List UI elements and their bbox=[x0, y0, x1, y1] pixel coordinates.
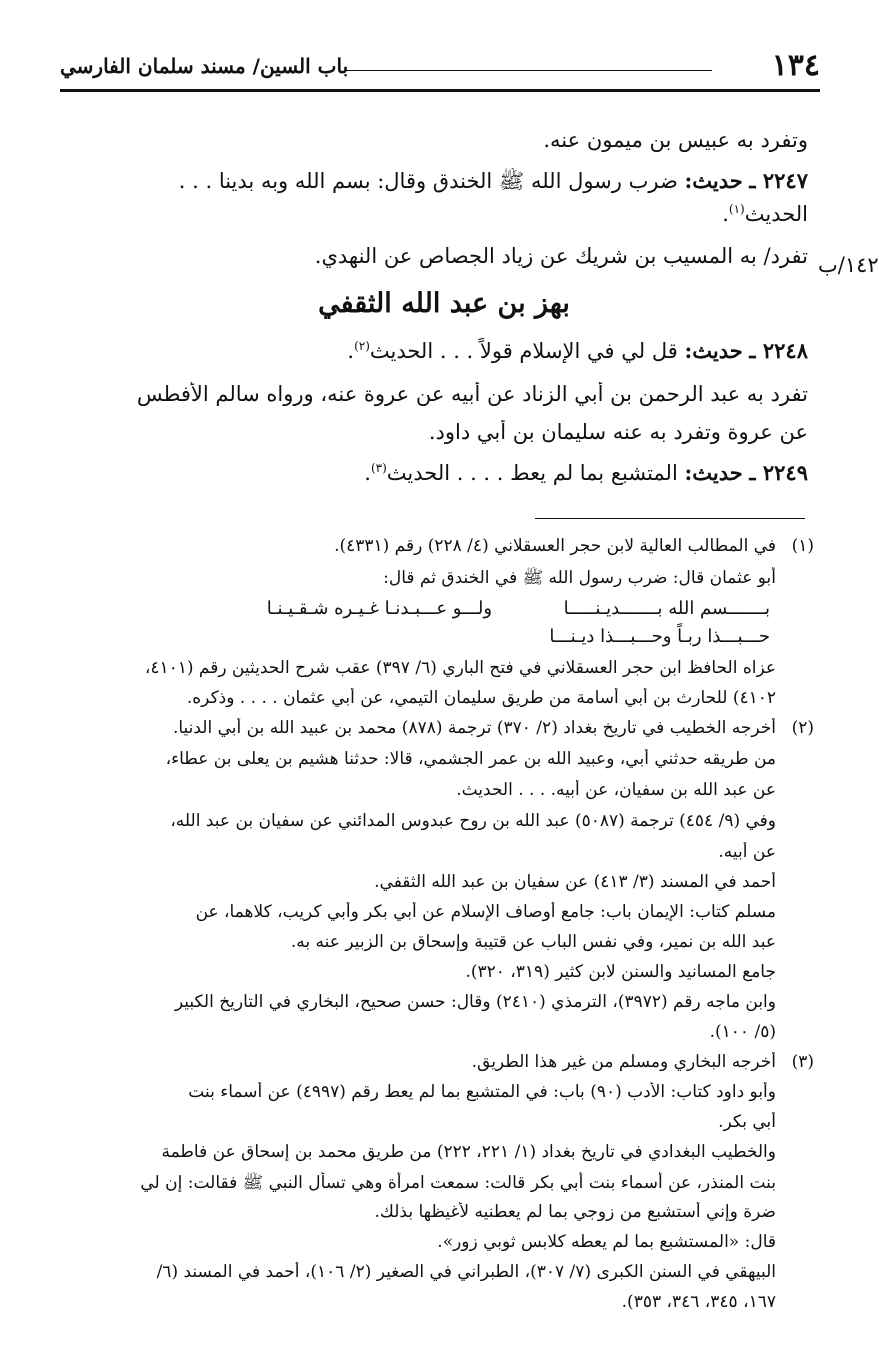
footnote-number: (١) bbox=[791, 536, 814, 556]
footnote-line: أحمد في المسند (٣/ ٤١٣) عن سفيان بن عبد الله الثقفي. bbox=[374, 872, 776, 892]
footnote-line: (٥/ ١٠٠). bbox=[709, 1022, 776, 1042]
footnote-line: قال: «المستشبع بما لم يعطه كلابس ثوبي زور». bbox=[437, 1232, 776, 1252]
hadith-label: حديث: bbox=[684, 168, 743, 193]
footnote-line: عبد الله بن نمير، وفي نفس الباب عن قتيبة وإسحاق بن الزبير عنه به. bbox=[290, 932, 776, 952]
footnote-line: أبو عثمان قال: ضرب رسول الله ﷺ في الخندق ثم قال: bbox=[383, 568, 776, 588]
footnote-line: ضرة وإني أستشبع من زوجي بما لم يعطنيه لأغيظها بذلك. bbox=[374, 1202, 776, 1222]
hadith-number: ٢٢٤٩ ـ bbox=[749, 460, 808, 485]
footnote-line: في المطالب العالية لابن حجر العسقلاني (٤/ ٢٢٨) رقم (٤٣٣١). bbox=[334, 536, 776, 556]
footnote-separator bbox=[535, 518, 805, 519]
manuscript-folio-note: ١٤٢/ب bbox=[818, 253, 879, 277]
poem-verse-2 bbox=[130, 626, 770, 647]
section-title: بهز بن عبد الله الثقفي bbox=[318, 288, 570, 319]
footnote-number: (٢) bbox=[791, 718, 814, 738]
footnote-line: ٤١٠٢) للحارث بن أبي أسامة من طريق سليمان التيمي، عن أبي عثمان . . . . وذكره. bbox=[186, 688, 776, 708]
running-title: باب السين/ مسند سلمان الفارسي bbox=[60, 54, 349, 78]
footnote-line: جامع المسانيد والسنن لابن كثير (٣١٩، ٣٢٠). bbox=[465, 962, 776, 982]
text-line: تفرد/ به المسيب بن شريك عن زياد الجصاص عن النهدي. bbox=[314, 244, 808, 268]
hadith-text: قل لي في الإسلام قولاً . . . الحديث bbox=[369, 339, 678, 363]
hemistich-right: بـــــــسم الله بـــــــديـنـــــا bbox=[563, 598, 770, 619]
hadith-label: حديث: bbox=[684, 460, 743, 485]
footnote-line: أخرجه البخاري ومسلم من غير هذا الطريق. bbox=[471, 1052, 776, 1072]
header-rule bbox=[60, 89, 820, 92]
footnote-line: أخرجه الخطيب في تاريخ بغداد (٢/ ٣٧٠) ترجمة (٨٧٨) محمد بن عبيد الله بن أبي الدنيا. bbox=[172, 718, 776, 738]
hemistich-left: ولـــو عـــبـدنـا غـيـره شـقـيـنـا bbox=[266, 598, 493, 619]
footnote-line: وأبو داود كتاب: الأدب (٩٠) باب: في المتشبع بما لم يعط رقم (٤٩٩٧) عن أسماء بنت bbox=[188, 1082, 776, 1102]
footnote-line: عزاه الحافظ ابن حجر العسقلاني في فتح الباري (٦/ ٣٩٧) عقب شرح الحديثين رقم (٤١٠١، bbox=[144, 658, 776, 678]
hadith-text: ضرب رسول الله ﷺ الخندق وقال: بسم الله وبه بدينا . . . bbox=[178, 169, 678, 193]
footnote-ref[interactable]: (١) bbox=[728, 202, 745, 216]
text-line: عن عروة وتفرد به عنه سليمان بن أبي داود. bbox=[428, 420, 808, 444]
footnote-ref[interactable]: (٣) bbox=[370, 461, 387, 475]
footnote-line: وابن ماجه رقم (٣٩٧٢)، الترمذي (٢٤١٠) وقال: حسن صحيح، البخاري في التاريخ الكبير bbox=[174, 992, 776, 1012]
footnote-line: من طريقه حدثني أبي، وعبيد الله بن عمر الجشمي، قالا: حدثنا هشيم بن يعلى بن عطاء، bbox=[165, 749, 776, 769]
footnote-line: البيهقي في السنن الكبرى (٧/ ٣٠٧)، الطبراني في الصغير (٢/ ١٠٦)، أحمد في المسند (٦/ bbox=[156, 1262, 776, 1282]
hemistich: حـــبـــذا ربـاً وحـــبـــذا ديـنـــا bbox=[549, 626, 770, 647]
footnote-line: مسلم كتاب: الإيمان باب: جامع أوصاف الإسلام عن أبي بكر وأبي كريب، كلاهما، عن bbox=[195, 902, 776, 922]
footnote-line: عن عبد الله بن سفيان، عن أبيه. . . . الحديث. bbox=[456, 780, 776, 800]
page-header bbox=[60, 40, 820, 100]
text-line: وتفرد به عبيس بن ميمون عنه. bbox=[543, 128, 808, 152]
hadith-2247-cont: الحديث$^{(١)}$. bbox=[722, 202, 808, 226]
hadith-2248: ٢٢٤٨ ـ حديث: قل لي في الإسلام قولاً . . . الحديث$^{(٢)}$. bbox=[347, 338, 808, 363]
hadith-number: ٢٢٤٨ ـ bbox=[749, 338, 808, 363]
footnote-ref[interactable]: (٢) bbox=[354, 339, 370, 353]
poem-verse-1 bbox=[130, 598, 770, 619]
footnote-line: عن أبيه. bbox=[718, 842, 776, 862]
hadith-2247 bbox=[80, 168, 808, 199]
hadith-text: الحديث bbox=[744, 202, 808, 226]
hadith-2249: ٢٢٤٩ ـ حديث: المتشبع بما لم يعط . . . . الحديث$^{(٣)}$. bbox=[364, 460, 808, 485]
hadith-text: المتشبع بما لم يعط . . . . الحديث bbox=[386, 461, 678, 485]
header-dash bbox=[345, 70, 712, 71]
footnote-line: بنت المنذر، عن أسماء بنت أبي بكر قالت: سمعت امرأة وهي تسأل النبي ﷺ فقالت: إن لي bbox=[140, 1173, 776, 1193]
footnote-line: أبي بكر. bbox=[718, 1112, 776, 1132]
footnote-number: (٣) bbox=[791, 1052, 814, 1072]
footnote-line: وفي (٩/ ٤٥٤) ترجمة (٥٠٨٧) عبد الله بن روح عبدوس المدائني عن سفيان بن عبد الله، bbox=[170, 811, 776, 831]
footnote-line: ١٦٧، ٣٤٥، ٣٤٦، ٣٥٣). bbox=[621, 1292, 776, 1312]
text-line: تفرد به عبد الرحمن بن أبي الزناد عن أبيه عن عروة عنه، ورواه سالم الأفطس bbox=[136, 382, 808, 406]
hadith-number: ٢٢٤٧ ـ bbox=[749, 168, 808, 193]
footnote-line: والخطيب البغدادي في تاريخ بغداد (١/ ٢٢١، ٢٢٢) من طريق محمد بن إسحاق عن فاطمة bbox=[161, 1142, 776, 1162]
hadith-label: حديث: bbox=[684, 338, 743, 363]
page-number: ١٣٤ bbox=[771, 48, 820, 83]
